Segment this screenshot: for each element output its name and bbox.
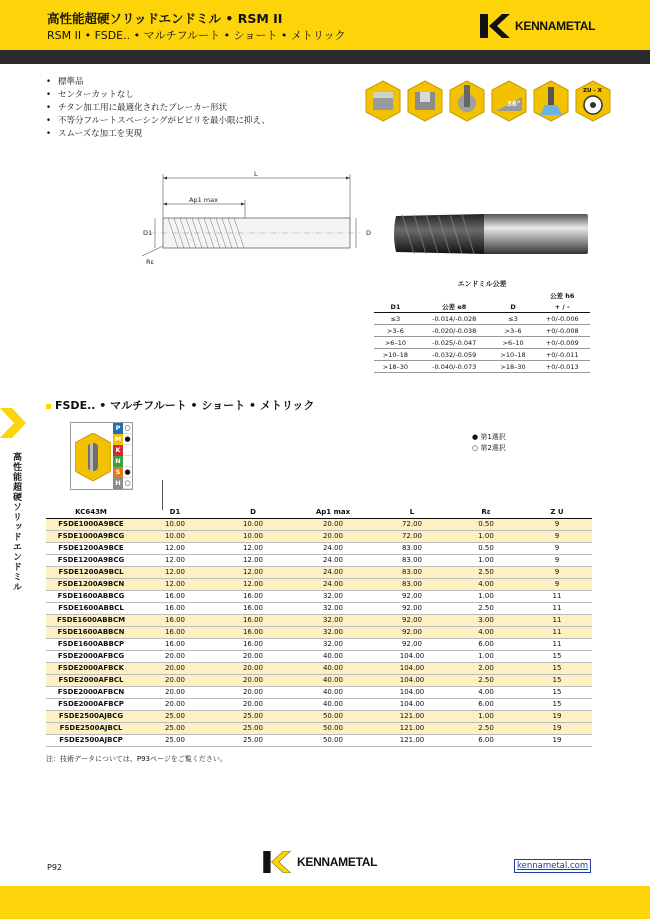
table-cell: 15 [552, 700, 562, 708]
table-cell: 16.00 [164, 640, 186, 648]
table-cell: 24.00 [292, 578, 374, 590]
table-cell: 9 [522, 578, 592, 590]
catalog-number: FSDE2000AFBCK [46, 662, 136, 674]
table-cell: 121.00 [399, 736, 425, 744]
helical-interpolation-icon [448, 79, 486, 123]
zu-x-text: ZU - X [583, 88, 602, 94]
label-D1: D1 [143, 229, 153, 237]
table-cell: 6.00 [478, 700, 494, 708]
table-cell: 32.00 [292, 626, 374, 638]
table-cell: 40.00 [322, 652, 344, 660]
table-cell: 4.00 [450, 626, 522, 638]
table-cell: 50.00 [322, 736, 344, 744]
header-band [0, 0, 650, 50]
table-cell: 20.00 [242, 688, 264, 696]
table-cell: 20.00 [214, 662, 292, 674]
table-cell: 16.00 [242, 640, 264, 648]
table-cell: 15 [552, 688, 562, 696]
table-cell: 9 [554, 544, 560, 552]
catalog-number: FSDE1600ABBCP [57, 640, 125, 648]
table-cell: 83.00 [401, 556, 423, 564]
shoulder-milling-icon [364, 79, 402, 123]
table-cell: 25.00 [136, 722, 214, 734]
table-cell: 25.00 [136, 710, 214, 722]
table-cell: 25.00 [242, 736, 264, 744]
tolerance-cell: +0/-0.008 [534, 325, 590, 337]
material-row [113, 478, 132, 489]
table-cell: 24.00 [322, 544, 344, 552]
tolerance-cell: >10–18 [374, 349, 417, 361]
table-cell: 9 [522, 566, 592, 578]
table-cell: 10.00 [136, 518, 214, 530]
section-title [46, 397, 314, 413]
table-cell: 25.00 [214, 722, 292, 734]
kennametal-logo [480, 14, 595, 38]
catalog-number: FSDE2000AFBCN [57, 688, 125, 696]
catalog-number: FSDE1200A9BCL [46, 566, 136, 578]
table-cell: 40.00 [322, 688, 344, 696]
product-table [46, 506, 592, 747]
table-cell: 0.50 [450, 518, 522, 530]
table-cell: 83.00 [374, 566, 450, 578]
table-cell: 104.00 [399, 700, 425, 708]
table-cell: 11 [522, 626, 592, 638]
tolerance-cell: -0.025/-0.047 [417, 337, 492, 349]
tolerance-cell: +0/-0.006 [534, 313, 590, 325]
table-row [46, 518, 592, 530]
table-cell: 12.00 [136, 566, 214, 578]
tolerance-cell: -0.040/-0.073 [417, 361, 492, 373]
tolerance-cell: +0/-0.013 [534, 361, 590, 373]
iso-material-grid [113, 423, 132, 489]
material-row [113, 423, 132, 434]
table-cell: 10.00 [214, 518, 292, 530]
col-header-zu: Z U [522, 506, 592, 518]
tolerance-cell: >3–6 [374, 325, 417, 337]
ramp-angle-text: 36° [507, 100, 521, 108]
tol-header: D1 [374, 301, 417, 313]
table-cell: 19 [522, 722, 592, 734]
table-row [46, 650, 592, 662]
footnote: 注：技術データについては、P93ページをご覧ください。 [46, 755, 227, 763]
tolerance-row [374, 313, 590, 325]
footer-logo-text: KENNAMETAL [297, 855, 378, 869]
tolerance-cell: >18–30 [492, 361, 535, 373]
table-cell: 20.00 [164, 688, 186, 696]
table-cell: 19 [522, 710, 592, 722]
table-cell: 16.00 [214, 626, 292, 638]
table-row [46, 698, 592, 710]
table-cell: 0.50 [478, 544, 494, 552]
label-L: L [254, 170, 258, 178]
table-row [46, 626, 592, 638]
tol-header: + / - [534, 301, 590, 313]
table-cell: 20.00 [292, 530, 374, 542]
col-header-d1: D1 [136, 506, 214, 518]
col-header-l: L [374, 506, 450, 518]
feature-item: • 不等分フルートスペーシングがビビリを最小限に抑え、 [46, 115, 346, 128]
catalog-number: FSDE2500AJBCL [46, 722, 136, 734]
table-cell: 20.00 [164, 700, 186, 708]
catalog-number: FSDE2500AJBCP [59, 736, 123, 744]
table-cell: 12.00 [242, 544, 264, 552]
table-cell: 104.00 [399, 652, 425, 660]
table-cell: 3.00 [450, 614, 522, 626]
table-cell: 12.00 [164, 556, 186, 564]
label-D: D [366, 229, 372, 237]
table-cell: 20.00 [136, 662, 214, 674]
application-icons [364, 79, 612, 123]
legend-second: ○ 第2選択 [472, 444, 506, 452]
material-letter: K [113, 445, 123, 456]
feature-item: • 標準品 [46, 76, 346, 89]
col-header-ap1: Ap1 max [292, 506, 374, 518]
section-marker-icon [46, 404, 51, 409]
tolerance-title: エンドミル公差 [457, 280, 507, 288]
table-cell: 10.00 [136, 530, 214, 542]
table-cell: 11 [552, 640, 562, 648]
table-cell: 1.00 [478, 652, 494, 660]
table-cell: 1.00 [478, 556, 494, 564]
table-cell: 1.00 [450, 710, 522, 722]
table-cell: 104.00 [399, 688, 425, 696]
table-cell: 11 [552, 604, 562, 612]
catalog-number: FSDE1600ABBCM [46, 614, 136, 626]
tol-head-top [417, 290, 492, 301]
material-selection-mark: ○ [124, 424, 131, 432]
material-letter: H [113, 478, 123, 489]
tolerance-cell: ≤3 [374, 313, 417, 325]
kennametal-k-icon [480, 14, 510, 38]
feature-item-continued: • スムーズな加工を実現 [46, 128, 346, 141]
table-row [46, 566, 592, 578]
table-cell: 15 [522, 674, 592, 686]
table-cell: 24.00 [292, 566, 374, 578]
tolerance-cell: -0.020/-0.038 [417, 325, 492, 337]
label-re: Rε [146, 258, 155, 266]
catalog-number: FSDE1600ABBCN [46, 626, 136, 638]
tolerance-cell: >6–10 [492, 337, 535, 349]
table-cell: 4.00 [450, 578, 522, 590]
side-chevron-icon [0, 408, 30, 438]
end-mill-photo [392, 206, 590, 264]
table-cell: 40.00 [292, 674, 374, 686]
tolerance-row [374, 337, 590, 349]
table-row [46, 662, 592, 674]
slotting-icon [406, 79, 444, 123]
tolerance-cell: >6–10 [374, 337, 417, 349]
table-row [46, 614, 592, 626]
material-row [113, 467, 132, 478]
page-number: P92 [47, 863, 63, 872]
material-letter: P [113, 423, 123, 434]
catalog-number: FSDE1000A9BCG [46, 530, 136, 542]
material-letter: M [114, 435, 122, 443]
table-cell: 83.00 [401, 544, 423, 552]
tolerance-cell: +0/-0.011 [534, 349, 590, 361]
feature-list [46, 76, 346, 141]
table-cell: 15 [552, 652, 562, 660]
page-title: 高性能超硬ソリッドエンドミル • RSM II [47, 11, 283, 26]
table-cell: 4.00 [478, 688, 494, 696]
ramping-icon [490, 79, 528, 123]
feature-item: • センターカットなし [46, 89, 346, 102]
table-row [46, 542, 592, 554]
material-row [113, 434, 132, 445]
table-cell: 92.00 [374, 626, 450, 638]
tol-head-top [374, 290, 417, 301]
material-row [113, 445, 132, 456]
table-cell: 16.00 [242, 604, 264, 612]
table-cell: 20.00 [136, 674, 214, 686]
table-row [46, 710, 592, 722]
table-cell: 20.00 [242, 652, 264, 660]
tol-header: D [492, 301, 535, 313]
table-cell: 50.00 [292, 710, 374, 722]
tolerance-cell: >18–30 [374, 361, 417, 373]
catalog-number: FSDE2500AJBCG [46, 710, 136, 722]
table-cell: 2.00 [450, 662, 522, 674]
table-cell: 11 [552, 592, 562, 600]
table-cell: 9 [522, 518, 592, 530]
catalog-number: FSDE2000AFBCG [57, 652, 125, 660]
table-cell: 1.00 [478, 592, 494, 600]
table-row [46, 554, 592, 566]
footer-kennametal-logo [262, 851, 377, 873]
table-cell: 20.00 [242, 700, 264, 708]
tolerance-cell: -0.014/-0.028 [417, 313, 492, 325]
table-cell: 15 [522, 662, 592, 674]
table-row [46, 590, 592, 602]
header-dark-strip [0, 50, 650, 64]
table-cell: 16.00 [242, 592, 264, 600]
table-cell: 12.00 [164, 544, 186, 552]
table-row [46, 602, 592, 614]
material-selection-mark: ○ [124, 479, 131, 487]
catalog-number: FSDE2000AFBCP [58, 700, 124, 708]
tol-head-top [492, 290, 535, 301]
catalog-number: FSDE2000AFBCL [46, 674, 136, 686]
material-row [113, 456, 132, 467]
table-cell: 6.00 [478, 640, 494, 648]
table-cell: 72.00 [374, 530, 450, 542]
table-cell: 32.00 [322, 592, 344, 600]
table-cell: 50.00 [292, 722, 374, 734]
table-cell: 92.00 [401, 640, 423, 648]
table-cell: 92.00 [374, 614, 450, 626]
table-cell: 16.00 [164, 592, 186, 600]
material-selection-mark [123, 445, 132, 456]
legend-first: ● 第1選択 [472, 433, 506, 441]
page-subtitle: RSM II • FSDE.. • マルチフルート • ショート • メトリック [47, 29, 346, 42]
tolerance-row [374, 349, 590, 361]
feature-item: • チタン加工用に最適化されたブレーカー形状 [46, 102, 346, 115]
table-cell: 2.50 [450, 722, 522, 734]
table-cell: 121.00 [374, 710, 450, 722]
tolerance-row [374, 361, 590, 373]
catalog-number: FSDE1200A9BCN [46, 578, 136, 590]
table-cell: 104.00 [374, 674, 450, 686]
table-cell: 6.00 [478, 736, 494, 744]
website-link[interactable]: kennametal.com [514, 859, 591, 873]
col-header-d: D [214, 506, 292, 518]
table-row [46, 722, 592, 734]
table-row [46, 530, 592, 542]
tol-head-top: 公差 h6 [550, 292, 575, 300]
tolerance-cell: >3–6 [492, 325, 535, 337]
table-cell: 1.00 [450, 530, 522, 542]
table-row [46, 638, 592, 650]
material-letter: N [113, 456, 123, 467]
col-header-grade: KC643M [46, 506, 136, 518]
material-selection-mark: ● [124, 435, 131, 443]
tolerance-row [374, 325, 590, 337]
section-title-text: FSDE.. • マルチフルート • ショート • メトリック [55, 399, 315, 412]
table-row [46, 686, 592, 698]
tolerance-table [374, 290, 590, 373]
tool-dimension-drawing [130, 166, 370, 266]
material-icon [75, 433, 111, 481]
material-letter: S [113, 467, 123, 478]
table-cell: 32.00 [292, 614, 374, 626]
tolerance-cell: -0.032/-0.059 [417, 349, 492, 361]
table-cell: 40.00 [292, 662, 374, 674]
table-cell: 83.00 [374, 578, 450, 590]
table-cell: 9 [554, 556, 560, 564]
table-cell: 2.50 [478, 604, 494, 612]
material-selection-mark [123, 456, 132, 467]
table-cell: 40.00 [322, 700, 344, 708]
table-cell: 11 [522, 614, 592, 626]
table-cell: 2.50 [450, 566, 522, 578]
catalog-number: FSDE1000A9BCE [46, 518, 136, 530]
table-cell: 19 [552, 736, 562, 744]
coolant-icon [532, 79, 570, 123]
table-cell: 92.00 [401, 604, 423, 612]
table-cell: 12.00 [242, 556, 264, 564]
table-cell: 20.00 [292, 518, 374, 530]
table-cell: 2.50 [450, 674, 522, 686]
tolerance-cell: ≤3 [492, 313, 535, 325]
catalog-number: FSDE1200A9BCE [58, 544, 124, 552]
table-row [46, 674, 592, 686]
table-cell: 32.00 [322, 604, 344, 612]
label-ap1: Ap1 max [189, 196, 218, 204]
table-cell: 32.00 [322, 640, 344, 648]
table-cell: 104.00 [374, 662, 450, 674]
tolerance-cell: >10–18 [492, 349, 535, 361]
catalog-number: FSDE1600ABBCG [57, 592, 125, 600]
side-tab-label: 高性能超硬ソリッドエンドミル [11, 452, 21, 592]
table-cell: 9 [522, 530, 592, 542]
table-cell: 72.00 [374, 518, 450, 530]
table-cell: 25.00 [164, 736, 186, 744]
table-cell: 10.00 [214, 530, 292, 542]
table-cell: 16.00 [136, 614, 214, 626]
flute-count-icon [574, 79, 612, 123]
table-cell: 20.00 [164, 652, 186, 660]
table-cell: 20.00 [214, 674, 292, 686]
tolerance-cell: +0/-0.009 [534, 337, 590, 349]
table-cell: 24.00 [322, 556, 344, 564]
table-cell: 12.00 [214, 566, 292, 578]
selection-legend [472, 432, 506, 454]
table-cell: 16.00 [164, 604, 186, 612]
table-cell: 16.00 [214, 614, 292, 626]
table-cell: 16.00 [136, 626, 214, 638]
table-cell: 121.00 [374, 722, 450, 734]
logo-text: KENNAMETAL [515, 19, 596, 33]
footer-k-icon [262, 851, 292, 873]
table-cell: 92.00 [401, 592, 423, 600]
table-row [46, 734, 592, 746]
table-cell: 25.00 [214, 710, 292, 722]
tol-header: 公差 e8 [417, 301, 492, 313]
table-cell: 12.00 [136, 578, 214, 590]
catalog-number: FSDE1200A9BCG [57, 556, 125, 564]
table-cell: 12.00 [214, 578, 292, 590]
footer-band [0, 886, 650, 919]
col-header-re: Rε [450, 506, 522, 518]
table-row [46, 578, 592, 590]
catalog-number: FSDE1600ABBCL [58, 604, 124, 612]
material-selection-mark: ● [124, 468, 131, 476]
